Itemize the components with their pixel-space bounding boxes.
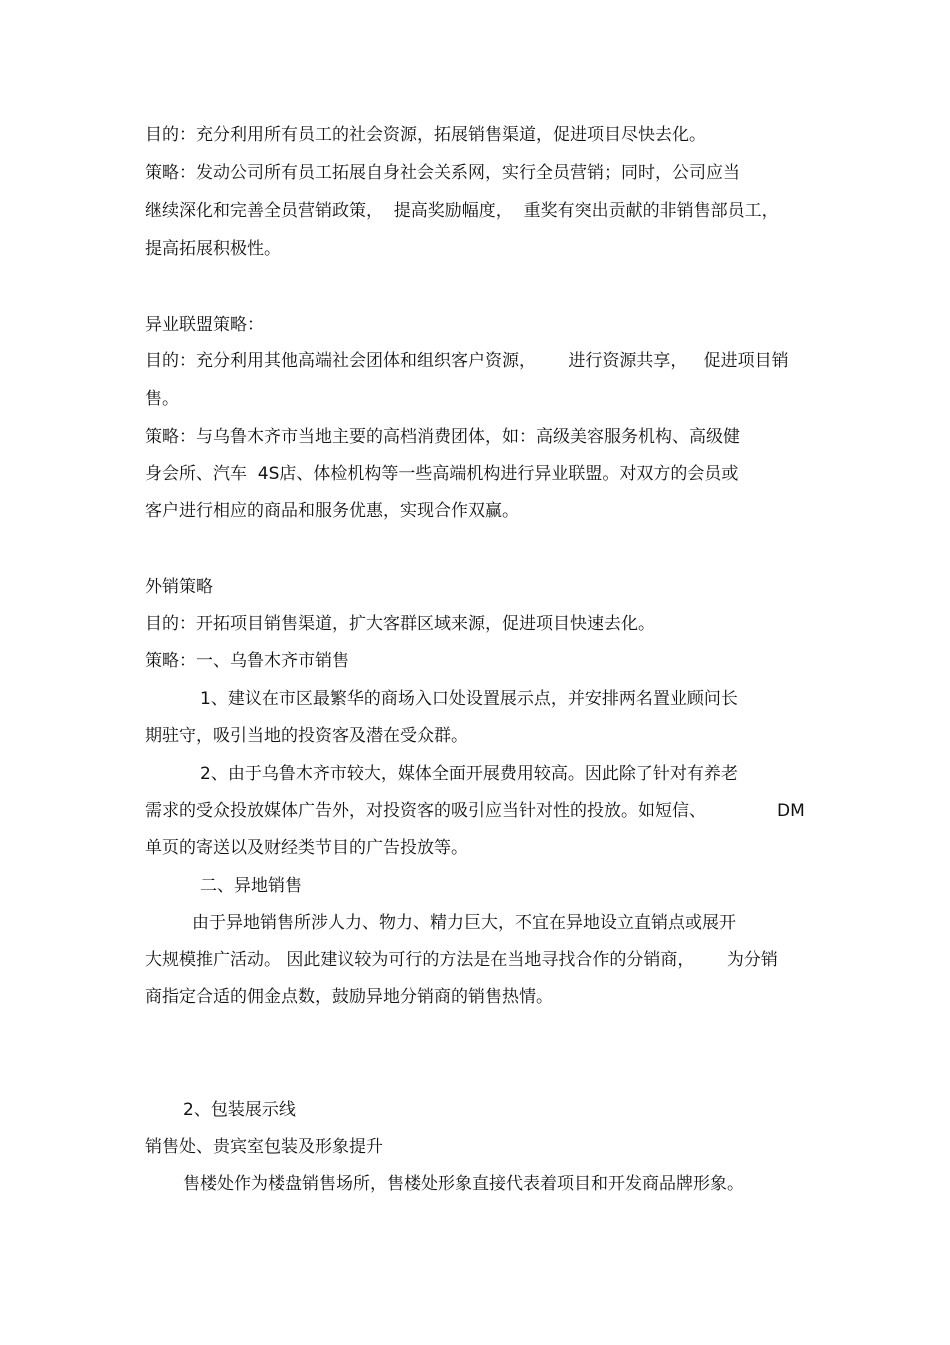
text-line: 商指定合适的佣金点数，鼓励异地分销商的销售热情。 xyxy=(145,987,553,1007)
text-line: 销售处、贵宾室包装及形象提升 xyxy=(145,1137,383,1157)
section-heading: 外销策略 xyxy=(145,577,213,597)
text-line: 策略：发动公司所有员工拓展自身社会关系网，实行全员营销；同时，公司应当 xyxy=(145,163,740,183)
text-line: 期驻守，吸引当地的投资客及潜在受众群。 xyxy=(145,726,468,746)
text-line: 售楼处作为楼盘销售场所，售楼处形象直接代表着项目和开发商品牌形象。 xyxy=(183,1174,744,1194)
text-line: 单页的寄送以及财经类节目的广告投放等。 xyxy=(145,838,468,858)
text-line: 目的：充分利用其他高端社会团体和组织客户资源， 进行资源共享， 促进项目销 xyxy=(145,351,789,371)
text-line: DM xyxy=(777,801,805,821)
text-line: 大规模推广活动。 因此建议较为可行的方法是在当地寻找合作的分销商， 为分销 xyxy=(145,950,778,970)
section-heading: 异业联盟策略： xyxy=(145,315,264,335)
text-line: 策略：与乌鲁木齐市当地主要的高档消费团体，如：高级美容服务机构、高级健 xyxy=(145,427,740,447)
text-line: 1、建议在市区最繁华的商场入口处设置展示点，并安排两名置业顾问长 xyxy=(200,689,738,709)
text-line: 目的：开拓项目销售渠道，扩大客群区域来源，促进项目快速去化。 xyxy=(145,614,655,634)
section-heading: 2、包装展示线 xyxy=(183,1100,296,1120)
text-line: 需求的受众投放媒体广告外，对投资客的吸引应当针对性的投放。如短信、 xyxy=(145,801,706,821)
text-line: 身会所、汽车 4S店、体检机构等一些高端机构进行异业联盟。对双方的会员或 xyxy=(145,464,739,484)
section-heading: 二、异地销售 xyxy=(200,876,302,896)
text-line: 由于异地销售所涉人力、物力、精力巨大，不宜在异地设立直销点或展开 xyxy=(192,913,736,933)
text-line: 2、由于乌鲁木齐市较大，媒体全面开展费用较高。因此除了针对有养老 xyxy=(200,764,738,784)
text-line: 客户进行相应的商品和服务优惠，实现合作双赢。 xyxy=(145,501,519,521)
text-line: 继续深化和完善全员营销政策， 提高奖励幅度， 重奖有突出贡献的非销售部员工， xyxy=(145,201,779,221)
text-line: 售。 xyxy=(145,389,179,409)
text-line: 提高拓展积极性。 xyxy=(145,239,281,259)
text-line: 策略：一、乌鲁木齐市销售 xyxy=(145,651,349,671)
text-line: 目的：充分利用所有员工的社会资源，拓展销售渠道，促进项目尽快去化。 xyxy=(145,125,706,145)
